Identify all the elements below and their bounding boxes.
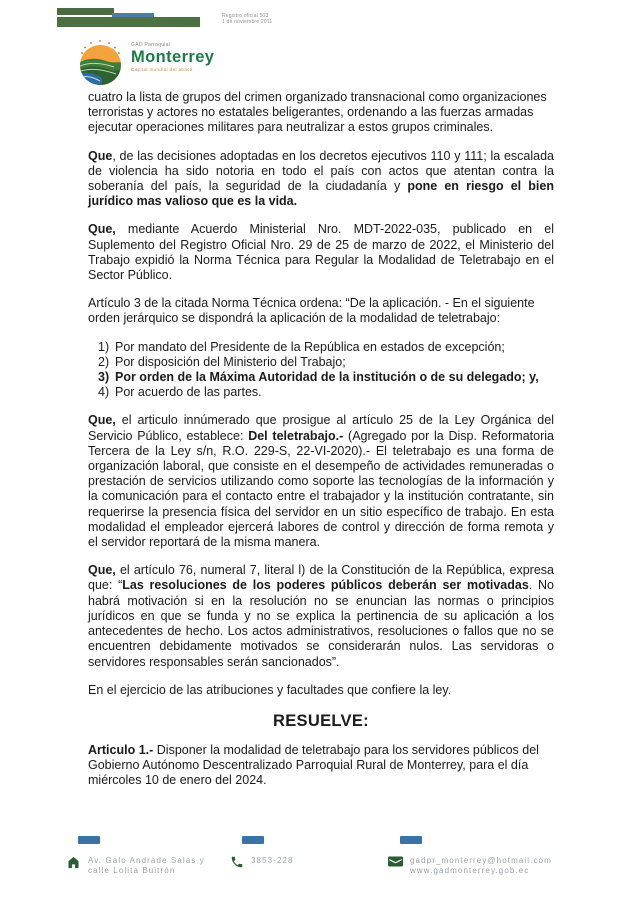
logo-tagline: Capital mundial del abacá [131,67,193,72]
monterrey-seal-icon [76,38,125,87]
paragraph [88,296,554,326]
list-item-marker: 3) [98,370,110,385]
resolve-heading [88,711,554,732]
footer-email-block [388,836,552,876]
text-run: En el ejercicio de las atribuciones y facultades que confiere la ley. [88,682,452,697]
header-bar-green [57,17,200,27]
document-body [88,90,554,802]
bold-text-run: RESUELVE: [273,711,369,730]
text-run: el articulo innúmerado que prosigue al artículo 25 de la Ley Orgánica del Servicio Público, establece: [88,413,554,443]
bold-text-run: Del teletrabajo.- [248,428,344,443]
bold-text-run: Articulo 1.- [88,742,154,757]
list-item-text: Por orden de la Máxima Autoridad de la institución o de su delegado; y, [115,370,539,385]
list-item [98,385,554,400]
list-item-marker: 2) [98,354,110,369]
footer-email-text [410,854,552,876]
logo-name: Monterrey [131,48,215,66]
list-item-text: Por disposición del Ministerio del Trabajo; [115,354,346,369]
list-item-marker: 4) [98,385,110,400]
registro-line1: Registro oficial 503 [222,13,269,19]
footer-address-block [66,836,205,876]
text-run: (Agregado por la Disp. Reformatoria Tercera de la Ley s/n, R.O. 229-S, 22-VI-2020).- El teletrabajo es una forma de organización laboral, que consiste en el desempeño de actividades remuneradas o prestación de servicios utilizando como soporte las tecnologías de la información y la comunicación para el contacto entre el trabajador y la institución contratante, sin requerirse la presencia física del servidor en un sitio específico de trabajo. En esta modalidad el empleador ejercerá labores de control y dirección de forma remota y el servidor reportará de la misma manera. [88,428,554,550]
bold-text-run: Que, [88,563,116,578]
text-run: , de las decisiones adoptadas en los decretos ejecutivos 110 y 111; la escalada de violencia ha sido notoria en todo el país con actos que atentan contra la soberanía del país, la seguridad de la ciudadanía y [88,148,554,194]
footer-accent-bar [78,836,100,844]
footer-address-text [88,854,205,876]
footer-phone-block [230,836,294,869]
logo [76,38,214,87]
header-bar-dark-green [57,8,114,15]
bold-text-run: Que [88,148,113,163]
list-item [98,370,554,385]
phone-icon [230,855,244,869]
list-item-text: Por acuerdo de las partes. [115,385,262,400]
phone-number: 3853-228 [251,856,294,865]
website-url: www.gadmonterrey.gob.ec [410,866,530,875]
list-item-marker: 1) [98,339,110,354]
logo-text-block [131,38,214,72]
text-run: . No habrá motivación si en la resolución no se enuncian las normas o principios jurídicos en que se funda y no se explica la pertinencia de su aplicación a los antecedentes de hecho. Los actos administrativos, resoluciones o fallos que no se encuentren debidamente motivados se considerarán nulos. Las servidoras o servidores responsables serán sancionados”. [88,578,554,669]
list-item-text: Por mandato del Presidente de la República en estados de excepción; [115,339,505,354]
footer-accent-bar [400,836,422,844]
list-item [98,340,554,355]
bold-text-run: Que, [88,222,116,237]
address-line2: calle Lolita Buitrón [88,866,176,875]
registro-oficial-note [222,13,272,25]
text-run: cuatro la lista de grupos del crimen organizado transnacional como organizaciones terroristas y actores no estatales beligerantes, ordenando a las fuerzas armadas ejecutar operaciones militares para neutralizar a estos grupos criminales. [88,90,547,135]
address-line1: Av. Galo Andrade Salas y [88,856,205,865]
text-run: Disponer la modalidad de teletrabajo para los servidores públicos del Gobierno Autónomo Descentralizado Parroquial Rural de Monterrey, para el día miércoles 10 de enero del 2024. [88,742,539,788]
envelope-icon [388,855,403,868]
text-run: el artículo 76, numeral 7, literal l) de la Constitución de la República, expresa que: “ [88,563,554,593]
footer-accent-bar [242,836,264,844]
email-address: gadpr_monterrey@hotmail.com [410,856,552,865]
text-run: mediante Acuerdo Ministerial Nro. MDT-2022-035, publicado en el Suplemento del Registro Oficial Nro. 29 de 25 de marzo de 2022, el Ministerio del Trabajo expidió la Norma Técnica para Regular la Modalidad de Teletrabajo en el Sector Público. [88,222,554,283]
bold-text-run: Que, [88,413,116,428]
paragraph [88,149,554,210]
logo-org-label: GAD Parroquial [131,42,171,48]
registro-line2: 1 de noviembre 2011 [222,19,273,25]
paragraph [88,563,554,669]
paragraph [88,222,554,283]
bold-text-run: pone en riesgo el bien jurídico mas valioso que es la vida. [88,179,554,209]
text-run: Artículo 3 de la citada Norma Técnica ordena: “De la aplicación. - En el siguiente orden jerárquico se dispondrá la aplicación de la modalidad de teletrabajo: [88,296,535,326]
list-item [98,355,554,370]
paragraph [88,743,554,789]
paragraph [88,413,554,550]
home-icon [66,855,81,870]
paragraph [88,683,554,698]
bold-text-run: Las resoluciones de los poderes públicos deberán ser motivadas [122,578,529,593]
ordered-list [98,340,554,401]
paragraph [88,90,554,136]
footer-phone-text [251,854,294,866]
